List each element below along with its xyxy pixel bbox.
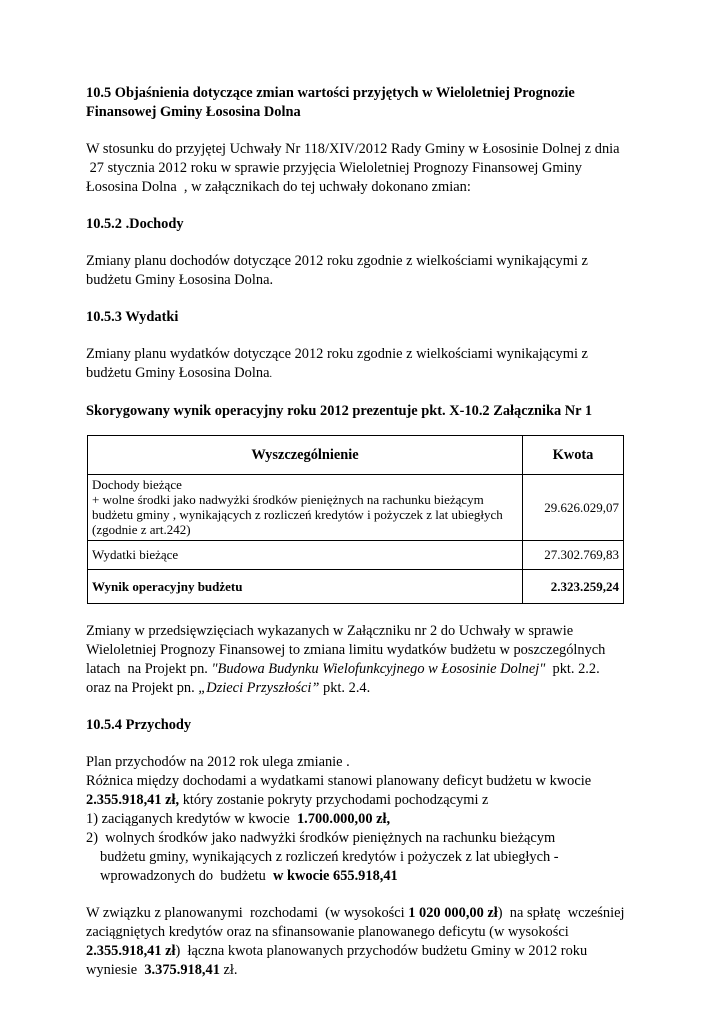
funding-sources-list — [86, 810, 642, 886]
row1-line4: (zgodnie z art.242) — [92, 522, 191, 537]
dochody-heading: 10.5.2 .Dochody — [86, 216, 184, 232]
operating-result-table — [87, 435, 624, 604]
document-page — [86, 84, 642, 980]
wydatki-dot: . — [269, 369, 272, 380]
section-heading — [86, 84, 642, 122]
project-name-budynek: "Budowa Budynku Wielofunkcyjnego w Łososinie Dolnej" — [211, 661, 546, 677]
wydatki-line2: budżetu Gminy Łososina Dolna — [86, 365, 270, 381]
zmiany-line3a: latach na Projekt pn. — [86, 661, 212, 677]
przychody-line2: Różnica między dochodami a wydatkami stanowi planowany deficyt budżetu w kwocie — [86, 773, 592, 789]
final-paragraph — [86, 904, 642, 980]
item2-line1: 2) wolnych środków jako nadwyżki środków pieniężnych na rachunku bieżącym — [86, 830, 556, 846]
przychody-line1: Plan przychodów na 2012 rok ulega zmianie . — [86, 754, 350, 770]
intro-line2: 27 stycznia 2012 roku w sprawie przyjęcia Wieloletniej Prognozy Finansowej Gminy — [86, 160, 582, 176]
final-line3b: ) łączna kwota planowanych przychodów budżetu Gminy w 2012 roku — [175, 943, 588, 959]
total-revenue-amount: 3.375.918,41 — [144, 962, 220, 978]
row-current-income-label — [88, 475, 523, 541]
intro-line3: Łososina Dolna , w załącznikach do tej uchwały dokonano zmian: — [86, 179, 471, 195]
intro-line1: W stosunku do przyjętej Uchwały Nr 118/XIV/2012 Rady Gminy w Łososinie Dolnej z dnia — [86, 141, 620, 157]
table-header-row — [88, 436, 624, 475]
table-row — [88, 570, 624, 604]
row-operating-result-value: 2.323.259,24 — [523, 570, 624, 604]
final-line1a: W związku z planowanymi rozchodami (w wysokości — [86, 905, 409, 921]
wydatki-heading: 10.5.3 Wydatki — [86, 309, 179, 325]
project-name-dzieci: „Dzieci Przyszłości” — [198, 680, 320, 696]
row1-line3: budżetu gminy , wynikających z rozliczeń kredytów i pożyczek z lat ubiegłych — [92, 507, 503, 522]
wydatki-line1: Zmiany planu wydatków dotyczące 2012 roku zgodnie z wielkościami wynikającymi z — [86, 346, 588, 362]
section-heading-line2: Finansowej Gminy Łososina Dolna — [86, 104, 301, 120]
item2-line3a: wprowadzonych do budżetu — [100, 868, 274, 884]
list-item — [86, 829, 642, 848]
table-row — [88, 475, 624, 541]
wynik-heading: Skorygowany wynik operacyjny roku 2012 prezentuje pkt. X-10.2 Załącznika Nr 1 — [86, 403, 593, 419]
dochody-line1: Zmiany planu dochodów dotyczące 2012 roku zgodnie z wielkościami wynikającymi z — [86, 253, 588, 269]
row1-line1: Dochody bieżące — [92, 477, 182, 492]
wydatki-paragraph — [86, 345, 642, 384]
przychody-paragraph — [86, 753, 642, 810]
dochody-paragraph — [86, 252, 642, 290]
row1-line2: + wolne środki jako nadwyżki środków pieniężnych na rachunku bieżącym — [92, 492, 484, 507]
deficit-amount: 2.355.918,41 zł, — [86, 792, 180, 808]
intro-paragraph — [86, 140, 642, 197]
final-line1c: ) na spłatę wcześniej — [497, 905, 625, 921]
zmiany-line2: Wieloletniej Prognozy Finansowej to zmiana limitu wydatków budżetu w poszczególnych — [86, 642, 606, 658]
col-header-amount: Kwota — [523, 436, 624, 475]
table-row — [88, 541, 624, 570]
item2-line2: budżetu gminy, wynikających z rozliczeń kredytów i pożyczek z lat ubiegłych - — [100, 849, 559, 865]
item2-continuation — [86, 848, 642, 886]
repayment-amount: 1 020 000,00 zł — [408, 905, 498, 921]
section-heading-line1: 10.5 Objaśnienia dotyczące zmian wartości przyjętych w Wieloletniej Prognozie — [86, 85, 575, 101]
col-header-description: Wyszczególnienie — [88, 436, 523, 475]
free-funds-amount: w kwocie 655.918,41 — [273, 868, 398, 884]
zmiany-paragraph — [86, 622, 642, 698]
final-line2: zaciągniętych kredytów oraz na sfinansowanie planowanego deficytu (w wysokości — [86, 924, 569, 940]
final-line4c: zł. — [219, 962, 238, 978]
row-current-income-value: 29.626.029,07 — [523, 475, 624, 541]
dochody-line2: budżetu Gminy Łososina Dolna. — [86, 272, 274, 288]
final-line4a: wyniesie — [86, 962, 145, 978]
zmiany-line3c: pkt. 2.2. — [545, 661, 600, 677]
list-item — [86, 810, 642, 829]
przychody-heading: 10.5.4 Przychody — [86, 717, 192, 733]
row-operating-result-label: Wynik operacyjny budżetu — [88, 570, 523, 604]
zmiany-line4c: pkt. 2.4. — [319, 680, 371, 696]
zmiany-line4a: oraz na Projekt pn. — [86, 680, 199, 696]
zmiany-line1: Zmiany w przedsięwzięciach wykazanych w Załączniku nr 2 do Uchwały w sprawie — [86, 623, 574, 639]
item1-text: 1) zaciąganych kredytów w kwocie — [86, 811, 297, 827]
row-current-expenses-label: Wydatki bieżące — [88, 541, 523, 570]
przychody-line3b: który zostanie pokryty przychodami pochodzącymi z — [179, 792, 489, 808]
row-current-expenses-value: 27.302.769,83 — [523, 541, 624, 570]
credit-amount: 1.700.000,00 zł, — [296, 811, 391, 827]
deficit-amount-2: 2.355.918,41 zł — [86, 943, 176, 959]
